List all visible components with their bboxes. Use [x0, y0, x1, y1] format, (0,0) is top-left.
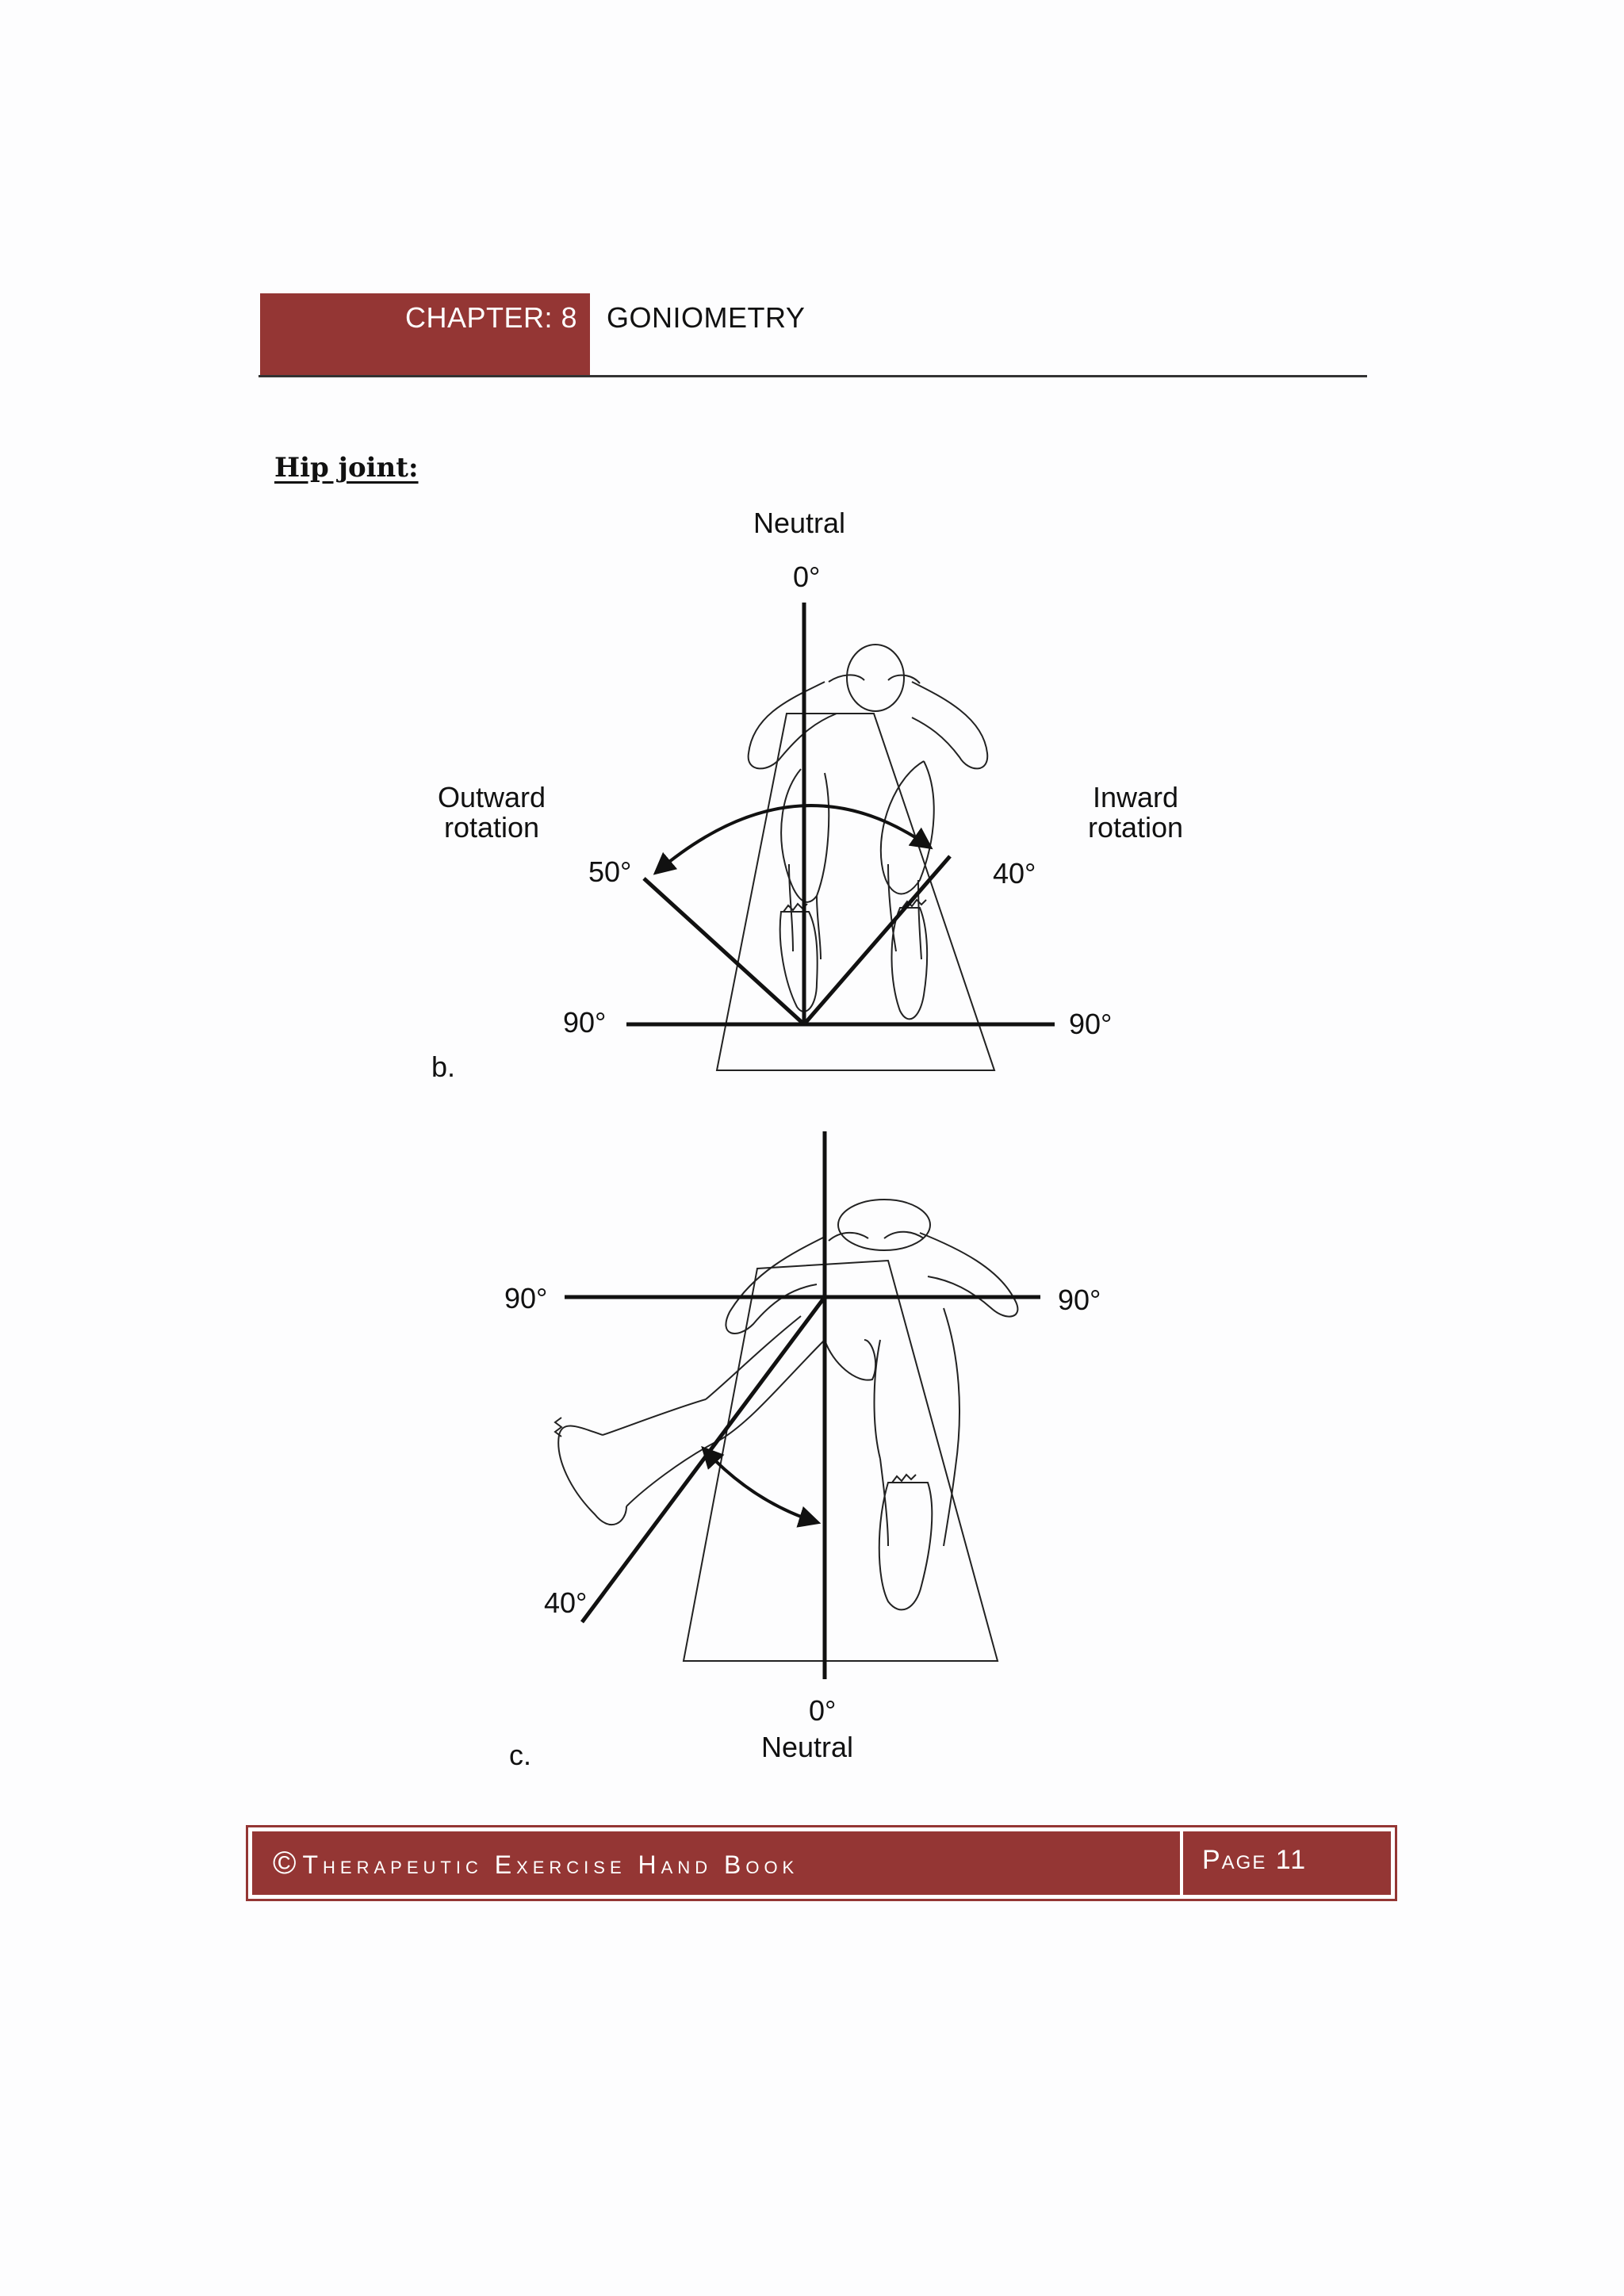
figure-b-outward-angle: 50°: [588, 855, 632, 888]
figure-b-inward-angle: 40°: [993, 857, 1036, 890]
figure-c-right-arm: [920, 1233, 1017, 1317]
figure-b-left-foot: [780, 912, 818, 1012]
figure-b-right-90: 90°: [1069, 1008, 1113, 1040]
figure-b-right-arm: [912, 682, 987, 768]
figure-c-zero-label: 0°: [809, 1694, 837, 1727]
figure-c-right-foot: [879, 1483, 933, 1609]
figure-c-right-90: 90°: [1058, 1284, 1101, 1316]
figure-c-pelvis: [825, 1340, 875, 1380]
figure-b-inward-arm: [804, 856, 950, 1024]
page-number: Page 11: [1202, 1845, 1308, 1875]
figure-b-table: [717, 714, 994, 1070]
book-title-text: Therapeutic Exercise Hand Book: [302, 1850, 799, 1879]
footer-book-title: [273, 1831, 799, 1895]
figure-b-outward-arm: [644, 878, 804, 1024]
figure-c-right-thigh: [875, 1308, 960, 1467]
figure-b-caption: b.: [431, 1050, 456, 1083]
figure-b-axes: [626, 603, 1055, 1024]
figure-b-zero-label: 0°: [793, 561, 821, 593]
figure-b-hands: [829, 675, 920, 683]
figure-c-angle-label: 40°: [544, 1586, 588, 1619]
figure-c-left-foot: [558, 1425, 626, 1525]
figure-b-left-arm: [749, 682, 837, 768]
figure-b-outward-label-1: Outward: [437, 781, 546, 813]
figure-b-inward-label-2: rotation: [1087, 811, 1184, 844]
figure-c-left-90: 90°: [504, 1282, 548, 1314]
figure-c-neutral-label: Neutral: [761, 1731, 854, 1763]
section-title: Hip joint:: [274, 452, 419, 484]
figure-b-right-leg: [888, 864, 921, 959]
chapter-label: CHAPTER: 8: [404, 301, 577, 334]
figure-c-head: [838, 1200, 930, 1250]
figure-b-inward-label-1: Inward: [1092, 781, 1179, 813]
figure-c-abduction-arm: [582, 1297, 825, 1622]
figure-c-table: [684, 1261, 998, 1661]
figure-c-right-lower-leg: [880, 1459, 956, 1546]
figure-b-left-90: 90°: [563, 1006, 607, 1039]
figure-c-caption: c.: [509, 1739, 532, 1771]
figure-b-right-foot: [891, 908, 927, 1019]
figure-b-drawing: [717, 645, 994, 1070]
figure-b-head: [847, 645, 904, 711]
figure-b-neutral-label: Neutral: [753, 507, 846, 539]
figure-c-left-lower-leg: [603, 1399, 722, 1506]
copyright-symbol: ©: [273, 1846, 297, 1881]
chapter-title: GONIOMETRY: [607, 301, 806, 334]
figure-c-drawing: [555, 1200, 1017, 1661]
figure-b-rotation-arc: [657, 806, 929, 872]
figure-b-outward-label-2: rotation: [443, 811, 540, 844]
figure-c-axes: [565, 1131, 1040, 1679]
